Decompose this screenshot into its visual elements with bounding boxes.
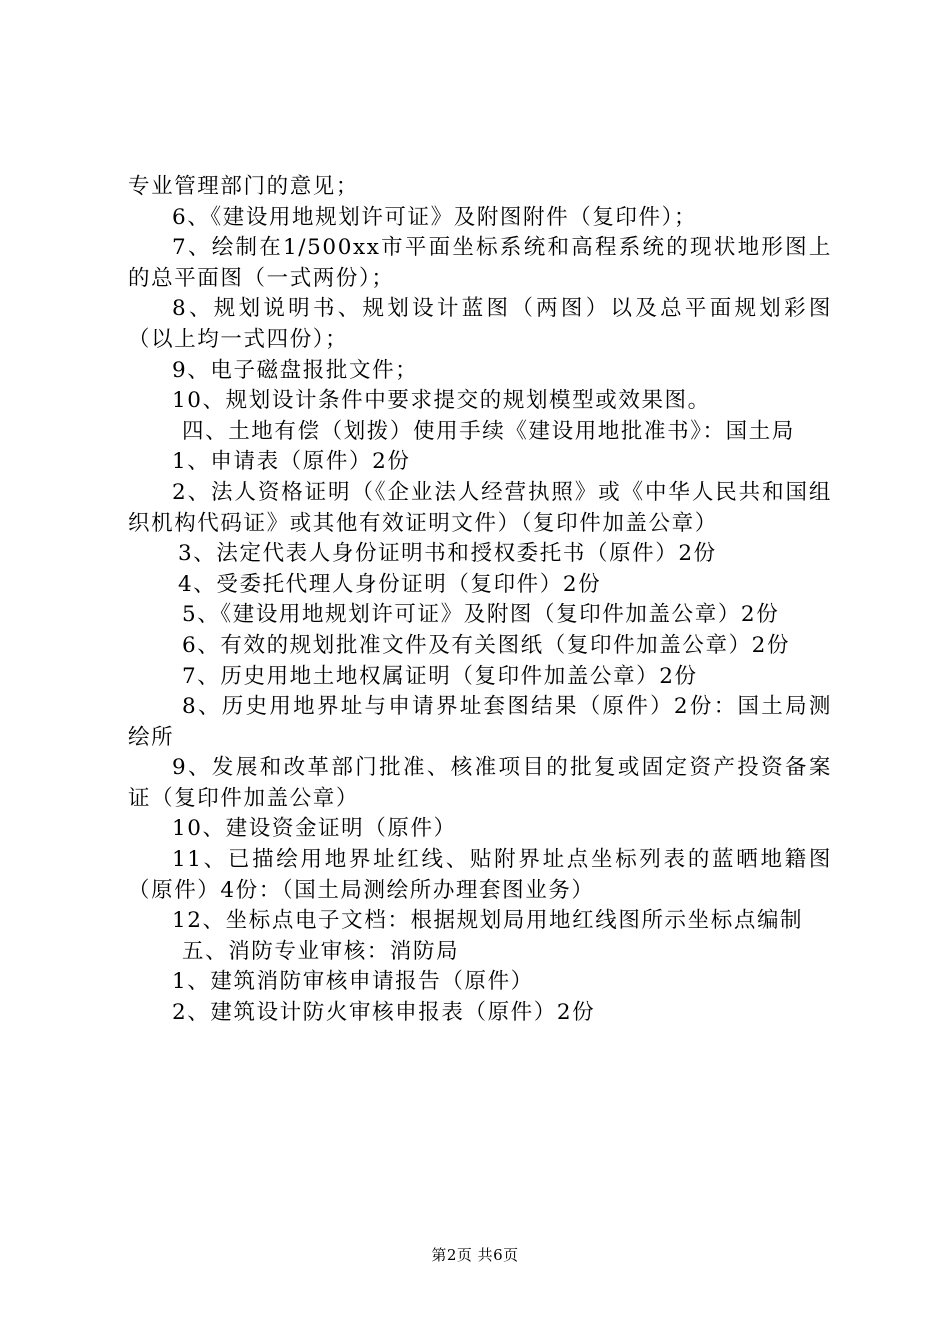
paragraph: 6、有效的规划批准文件及有关图纸（复印件加盖公章）2份 bbox=[182, 632, 791, 658]
paragraph: 10、建设资金证明（原件） bbox=[172, 816, 457, 842]
paragraph: 12、坐标点电子文档：根据规划局用地红线图所示坐标点编制 bbox=[172, 908, 804, 934]
paragraph: 6、《建设用地规划许可证》及附图附件（复印件）； bbox=[172, 204, 698, 230]
paragraph: 8、历史用地界址与申请界址套图结果（原件）2份：国土局测绘所 bbox=[128, 694, 832, 750]
paragraph: 专业管理部门的意见； bbox=[128, 174, 360, 199]
paragraph: 2、法人资格证明（《企业法人经营执照》或《中华人民共和国组织机构代码证》或其他有效证明文件）（复印件加盖公章） bbox=[128, 479, 832, 536]
document-body bbox=[128, 172, 832, 1029]
page-number: 第2页 共6页 bbox=[431, 1246, 519, 1264]
paragraph: 5、《建设用地规划许可证》及附图（复印件加盖公章）2份 bbox=[182, 602, 780, 628]
section-heading: 五、消防专业审核：消防局 bbox=[182, 938, 460, 964]
paragraph: 8、规划说明书、规划设计蓝图（两图）以及总平面规划彩图（以上均一式四份）； bbox=[128, 296, 832, 352]
paragraph: 11、已描绘用地界址红线、贴附界址点坐标列表的蓝晒地籍图（原件）4份：（国土局测绘所办理套图业务） bbox=[128, 847, 832, 903]
paragraph: 7、历史用地土地权属证明（复印件加盖公章）2份 bbox=[182, 663, 698, 689]
paragraph: 2、建筑设计防火审核申报表（原件）2份 bbox=[172, 1000, 596, 1026]
paragraph: 7、绘制在1/500xx市平面坐标系统和高程系统的现状地形图上的总平面图（一式两份）； bbox=[128, 235, 832, 291]
paragraph: 1、建筑消防审核申请报告（原件） bbox=[172, 969, 534, 995]
paragraph: 1、申请表（原件）2份 bbox=[172, 449, 411, 475]
section-heading: 四、土地有偿（划拨）使用手续《建设用地批准书》：国土局 bbox=[182, 418, 795, 444]
paragraph: 4、受委托代理人身份证明（复印件）2份 bbox=[178, 571, 602, 597]
paragraph: 10、规划设计条件中要求提交的规划模型或效果图。 bbox=[172, 388, 711, 414]
paragraph: 3、法定代表人身份证明书和授权委托书（原件）2份 bbox=[178, 541, 717, 567]
paragraph: 9、电子磁盘报批文件； bbox=[172, 357, 419, 383]
paragraph: 9、发展和改革部门批准、核准项目的批复或固定资产投资备案证（复印件加盖公章） bbox=[128, 755, 832, 811]
